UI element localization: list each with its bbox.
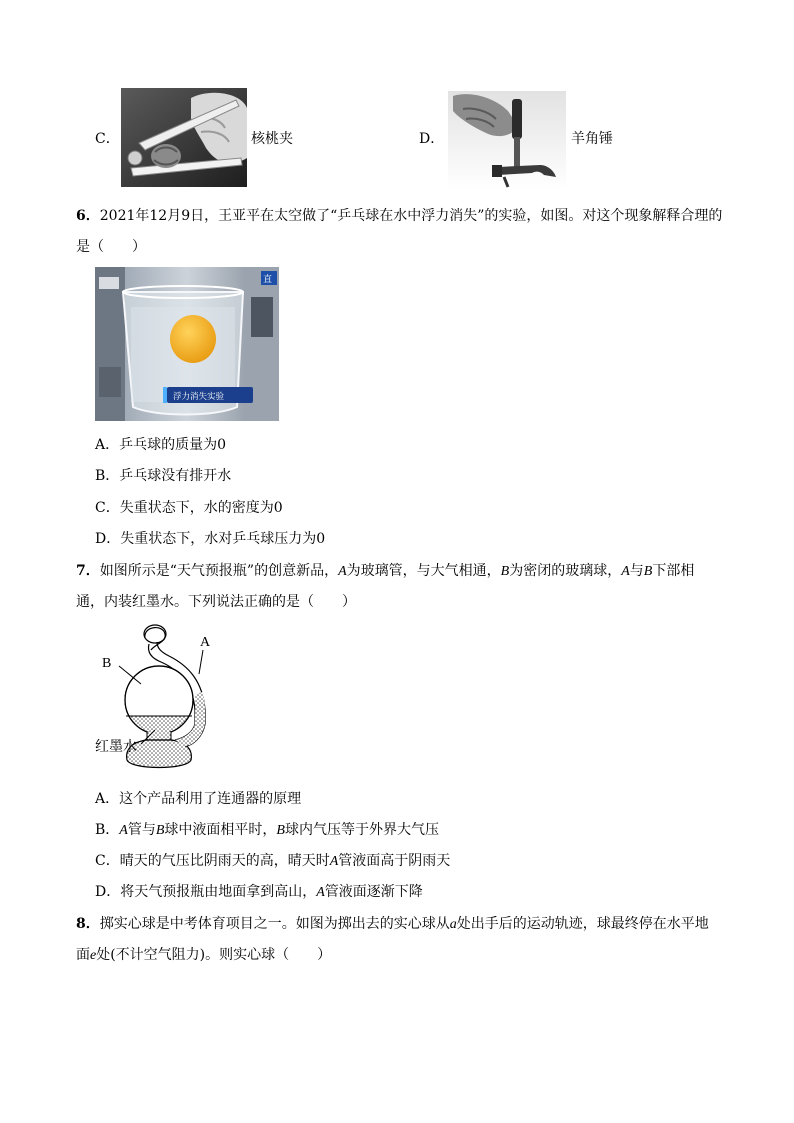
option-c-label: C． (95, 131, 120, 147)
question-6-stem-line2: 是（ ） (76, 239, 146, 255)
q7-b-var-b: B (155, 823, 165, 838)
q7-c-var-a: A (329, 854, 339, 869)
diagram-label-a: A (200, 635, 211, 650)
q7-c-end: 管液面高于阴雨天 (338, 853, 451, 869)
hammer-icon (448, 91, 566, 189)
q7-b-pre: B． (95, 822, 120, 838)
q7-var-a: A (338, 564, 347, 579)
question-6-stem-line1 (76, 206, 722, 226)
floating-ball-photo-icon (95, 267, 279, 421)
q8-var-a: a (449, 917, 457, 932)
option-d-text: 羊角锤 (571, 131, 613, 147)
question-6-option-a[interactable]: A．乒乓球的质量为0 (95, 437, 227, 453)
question-7-number: 7． (76, 563, 100, 579)
q7-stem-p3: 为密闭的玻璃球， (509, 563, 622, 579)
nutcracker-image (121, 88, 247, 187)
q7-var-b2: B (643, 564, 653, 579)
option-c-text: 核桃夹 (251, 131, 293, 147)
diagram-label-b: B (102, 656, 112, 671)
q8-stem-p1: 掷实心球是中考体育项目之一。如图为掷出去的实心球从 (99, 916, 450, 932)
question-6-option-c[interactable]: C．失重状态下，水的密度为0 (95, 500, 283, 516)
pingpong-water-photo (95, 267, 279, 421)
question-8-stem-line1 (76, 914, 709, 935)
question-6-option-b[interactable]: B．乒乓球没有排开水 (95, 468, 232, 484)
question-6-stem-text: 2021年12月9日，王亚平在太空做了“乒乓球在水中浮力消失”的实验，如图。对这个现象解释合理的 (99, 208, 723, 224)
weather-bottle-icon (95, 620, 235, 780)
q7-b-var-b2: B (276, 823, 285, 838)
weather-bottle-diagram (95, 620, 235, 780)
q7-d-pre: D．将天气预报瓶由地面拿到高山， (95, 884, 317, 900)
q7-d-end: 管液面逐渐下降 (324, 884, 423, 900)
q7-b-var-a: A (119, 823, 128, 838)
diagram-label-ink: 红墨水 (95, 739, 137, 755)
question-7-option-c[interactable] (95, 851, 450, 872)
nutcracker-icon (121, 88, 247, 187)
question-6-number: 6． (76, 208, 100, 224)
photo-caption: 浮力消失实验 (173, 392, 225, 402)
q8-stem-p2: 处出手后的运动轨迹，球最终停在水平地 (456, 916, 709, 932)
q7-stem-p4: 与 (629, 563, 644, 579)
option-d-label: D． (419, 131, 445, 147)
question-7-option-a[interactable]: A．这个产品利用了连通器的原理 (95, 791, 302, 807)
q8-var-e: e (90, 948, 97, 963)
question-7-stem-line1 (76, 561, 694, 582)
question-7-option-d[interactable] (95, 882, 423, 903)
q7-var-a2: A (621, 564, 630, 579)
q7-c-pre: C．晴天的气压比阴雨天的高，晴天时 (95, 853, 330, 869)
question-8-stem-line2 (76, 945, 331, 966)
q7-b-mid2: 球中液面相平时， (164, 822, 277, 838)
photo-corner-badge: 直 (263, 275, 273, 285)
q7-d-var-a: A (316, 885, 325, 900)
q7-b-mid: 管与 (127, 822, 156, 838)
question-8-number: 8． (76, 916, 100, 932)
q7-stem-p5: 下部相 (652, 563, 695, 579)
q7-var-b: B (500, 564, 510, 579)
q7-stem-p2: 为玻璃管，与大气相通， (346, 563, 501, 579)
claw-hammer-image (448, 91, 566, 189)
question-7-stem-line2: 通，内装红墨水。下列说法正确的是（ ） (76, 594, 356, 610)
q7-b-end: 球内气压等于外界大气压 (284, 822, 439, 838)
q8-l2-p1: 面 (76, 947, 90, 963)
question-7-option-b[interactable] (95, 820, 439, 841)
question-6-option-d[interactable]: D．失重状态下，水对乒乓球压力为0 (95, 531, 326, 547)
q8-l2-p2: 处(不计空气阻力)。则实心球（ ） (96, 947, 332, 963)
q7-stem-p1: 如图所示是“天气预报瓶”的创意新品， (99, 563, 339, 579)
